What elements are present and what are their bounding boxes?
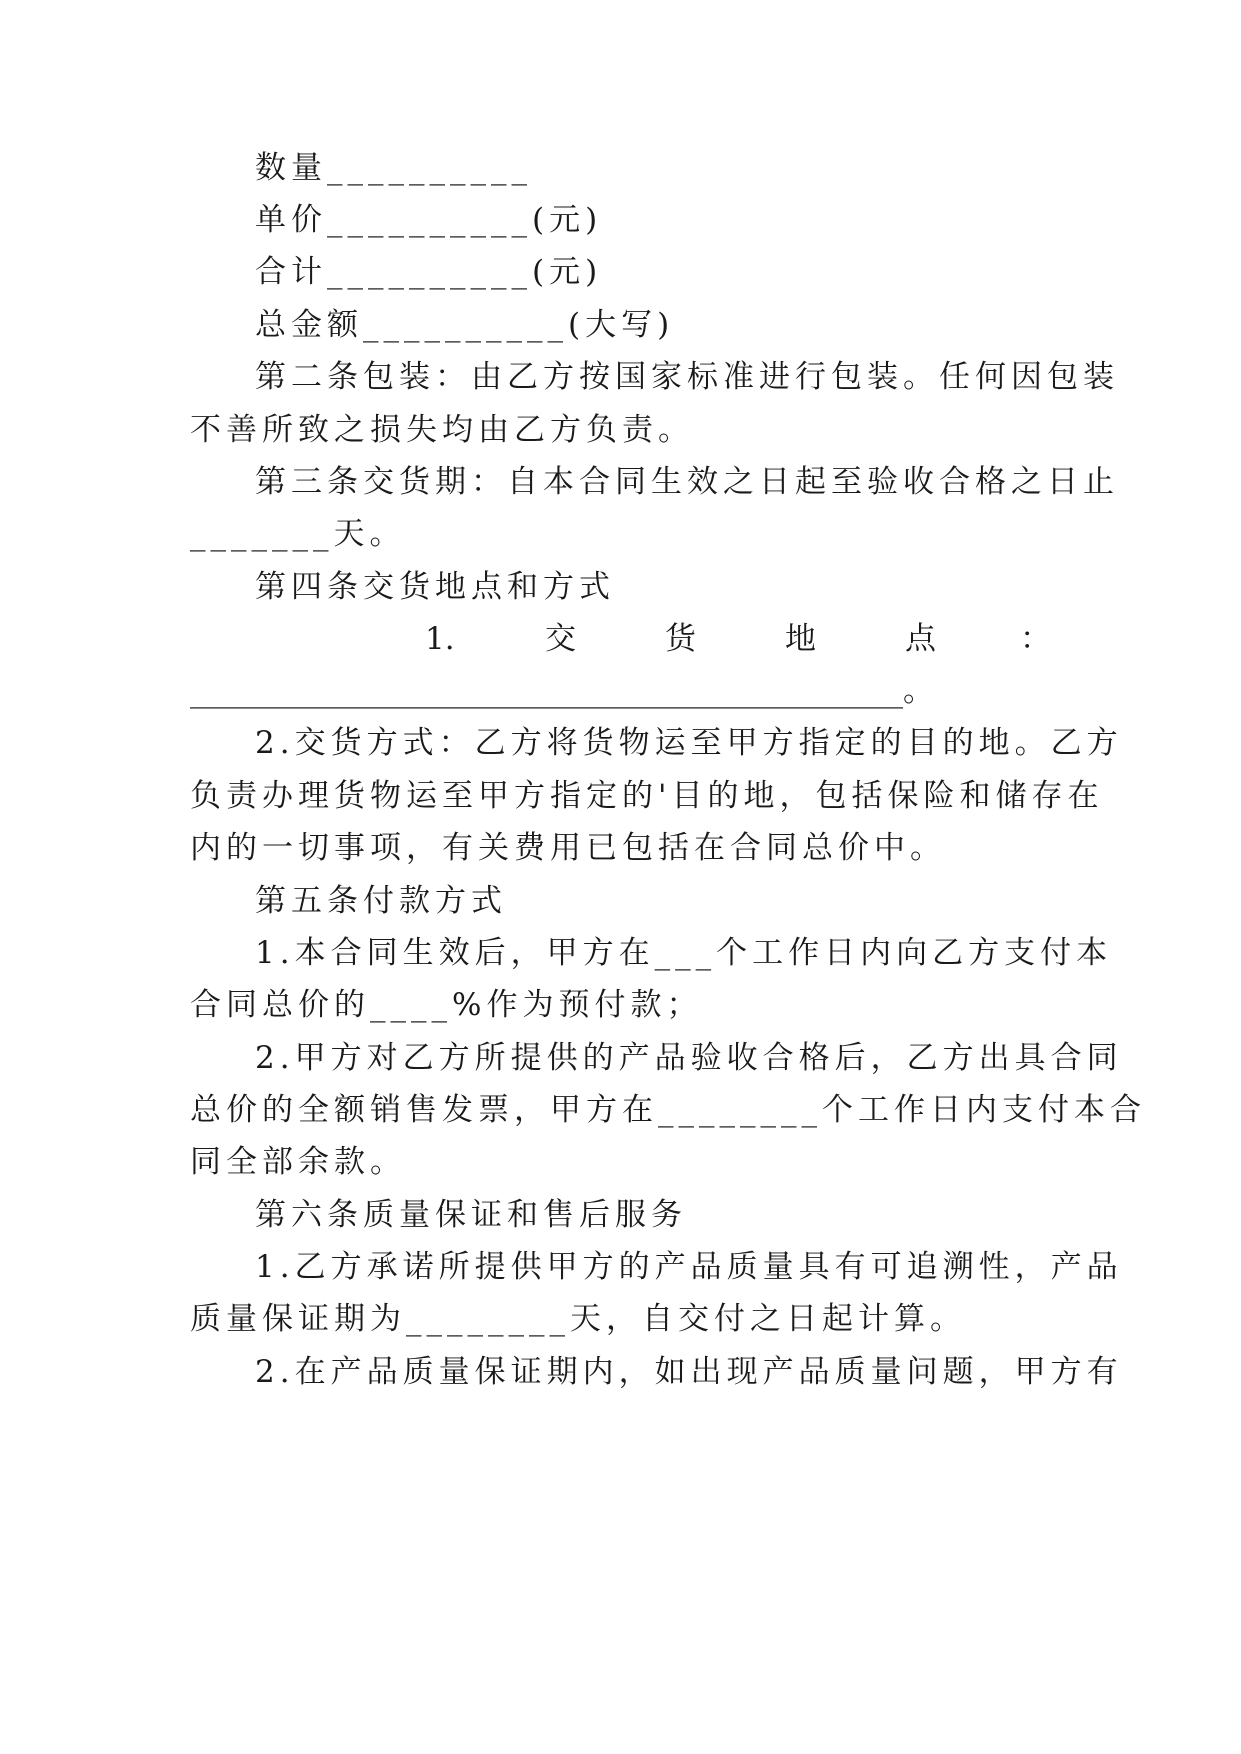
article-4-item-2-line-1: 2.交货方式：乙方将货物运至甲方指定的目的地。乙方 xyxy=(255,725,1123,761)
total-amount-line: 总金额__________(大写) xyxy=(255,307,675,343)
article-5-heading: 第五条付款方式 xyxy=(255,883,507,919)
article-6-item-1-line-1: 1.乙方承诺所提供甲方的产品质量具有可追溯性，产品 xyxy=(255,1249,1123,1285)
delivery-place-colon: ： xyxy=(1020,621,1051,657)
article-4-item-2-line-2: 负责办理货物运至甲方指定的'目的地，包括保险和储存在 xyxy=(190,778,1104,814)
article-5-item-1-line-2: 合同总价的____%作为预付款； xyxy=(190,987,703,1023)
article-2-line-1: 第二条包装：由乙方按国家标准进行包装。任何因包装 xyxy=(255,359,1119,395)
delivery-place-char-3: 地 xyxy=(785,621,816,657)
unit-price-line: 单价__________(元) xyxy=(255,202,603,238)
delivery-place-char-4: 点 xyxy=(905,621,936,657)
delivery-place-number: 1. xyxy=(425,621,455,657)
delivery-place-char-1: 交 xyxy=(545,621,576,657)
article-3-line-1: 第三条交货期：自本合同生效之日起至验收合格之日止 xyxy=(255,464,1119,500)
quantity-line: 数量__________ xyxy=(255,150,532,186)
article-6-heading: 第六条质量保证和售后服务 xyxy=(255,1197,687,1233)
subtotal-line: 合计__________(元) xyxy=(255,254,603,290)
article-6-item-2-line-1: 2.在产品质量保证期内，如出现产品质量问题，甲方有 xyxy=(255,1354,1123,1390)
article-5-item-2-line-1: 2.甲方对乙方所提供的产品验收合格后，乙方出具合同 xyxy=(255,1040,1123,1076)
article-4-heading: 第四条交货地点和方式 xyxy=(255,569,615,605)
article-2-line-2: 不善所致之损失均由乙方负责。 xyxy=(190,412,694,448)
article-5-item-2-line-2: 总价的全额销售发票，甲方在________个工作日内支付本合 xyxy=(190,1092,1146,1128)
delivery-place-blank: ______________________________________________。 xyxy=(190,673,934,709)
article-5-item-1-line-1: 1.本合同生效后，甲方在___个工作日内向乙方支付本 xyxy=(255,935,1113,971)
delivery-place-char-2: 货 xyxy=(665,621,696,657)
article-3-line-2: _______天。 xyxy=(190,516,406,552)
article-4-item-2-line-3: 内的一切事项，有关费用已包括在合同总价中。 xyxy=(190,830,946,866)
article-6-item-1-line-2: 质量保证期为________天，自交付之日起计算。 xyxy=(190,1301,966,1337)
article-5-item-2-line-3: 同全部余款。 xyxy=(190,1144,406,1180)
